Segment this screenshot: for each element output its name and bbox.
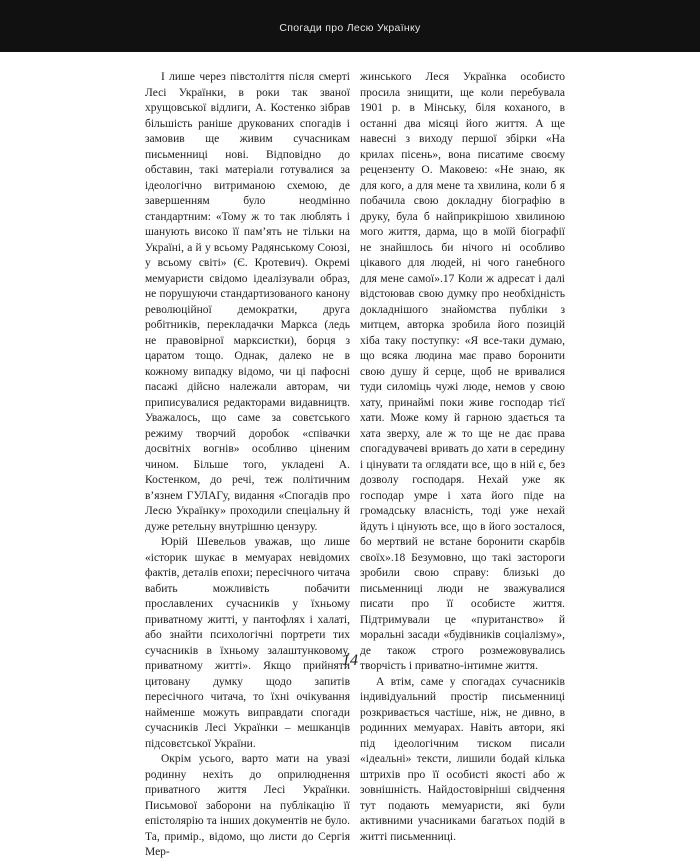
paragraph: І лише через півстоліття після смерті Лесі Українки, в роки так званої хрущовської відлиги, А. Костенко зібрав більшість раніше друкованих спогадів і замовив ще живим сучасникам письменниці нові. Відповідно до обставин, такі матеріали готувалися за ідеологічно витриманою схемою, де завершенням було неодмінно стандартним: «Тому ж то так люблять і шанують високо її пам’ять не тільки на Україні, а й у всьому Радянському Союзі, у всьому світі» (Є. Кротевич). Окремі мемуаристи свідомо ідеалізували образ, не порушуючи стандартизованого канону революційної демократки, друга робітників, перекладачки Маркса (ледь не правовірної марксистки), борця з царатом тощо. Однак, далеко не в кожному випадку відомо, чи ці пафосні пасажі дійсно належали авторам, чи приписувалися редакторами видавництв. Уважалось, що саме за совєтського режиму творчий доробок «співачки досвітніх вогнів» особливо ціненим чином. Більше того, укладені А. Костенком, до речі, теж політичним в’язнем ГУЛАГу, видання «Спогадів про Лесю Українку» проходили спеціальну й дуже ретельну внутрішню цензуру. <box>145 71 350 533</box>
paragraph-continued: жинського Леся Українка особисто просила знищити, ще коли перебувала 1901 р. в Мінську, біля коханого, в останні два місяці його життя. А ще навесні з виходу першої збірки «На крилах пісень», вона писатиме своєму рецензенту О. Маковею: «Не знаю, як для кого, а для мене та хвилина, коли б я побачила свою докладну біографію в друку, була б найприкрішою хвилиною мого життя, дарма, що в моїй біографії не знайшлось би нічого ні особливо цікавого для людей, ні чого ганебного для мене самої».17 Коли ж адресат і далі відстоював свою думку про необхідність докладнішого знайомства публіки з митцем, авторка зробила його позицій хіба таку поступку: «Я все-таки думаю, що всяка людина має право боронити свою душу й серце, щоб не вривалися туди силоміць чужі люде, немов у свою хату, принаймі поки живе господар тієї хати. Може кому й гарною здається та хата зверху, але ж то ще не дає права спогадувачеві вривать до хати в середину і цінувати та оглядати все, що в ній є, без дозволу господаря. Нехай уже як господар умре і хата його піде на громадську власність, тоді уже нехай йдуть і цінують все, що в його зосталося, бо мертвий не встане боронити скарбів своїх».18 Безумовно, що такі застороги зробили свою справу: близькі до письменниці люди не зважувалися писати про її особисте життя. Підтримували це «пуританство» й моральні засади «будівників соціалізму», де також строго розмежовувались творчість і приватно-інтимне життя. <box>360 71 565 672</box>
paragraph: А втім, саме у спогадах сучасників індивідуальний простір письменниці розкривається частіше, ніж, не дивно, в родинних мемуарах. Навіть автори, які під ідеологічним тиском писали «ідеальні» тексти, лишили бодай кілька штрихів про її особисті якості або ж зовнішність. Найдостовірніші свідчення тут подають мемуаристи, які були активними учасниками багатьох подій в житті письменниці. <box>360 675 565 843</box>
page-number: 14 <box>342 652 358 669</box>
running-title: Спогади про Лесю Українку <box>279 22 421 34</box>
left-text-column <box>145 70 350 861</box>
paragraph: Окрім усього, варто мати на увазі родинну нехіть до оприлюднення приватного життя Лесі Українки. Письмової заборони на публікацію її епістолярію та інших документів не було. Та, примір., відомо, що листи до Сергія Мер- <box>145 753 350 858</box>
right-text-column <box>360 70 565 845</box>
paragraph: Юрій Шевельов уважав, що лише «історик шукає в мемуарах невідомих фактів, деталів епохи; пересічного читача вабить можливість побачити прославлених сучасників у їхньому приватному житті, у пантофлях і халаті, або знайти психологічні портрети тих сучасників в їхньому залаштунковому, приватному житті». Якщо прийняти цитовану думку щодо запитів пересічного читача, то їхні очікування найменше можуть виправдати спогади сучасників Лесі Українки – мешканців підсовєтської України. <box>145 536 350 750</box>
